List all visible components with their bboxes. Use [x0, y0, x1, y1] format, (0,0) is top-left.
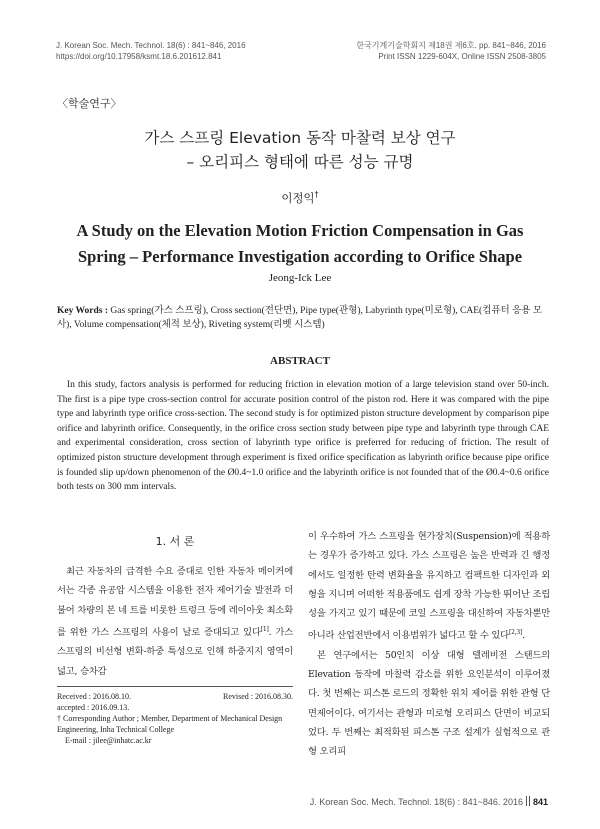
revised-date: Revised : 2016.08.30. [223, 692, 293, 701]
abstract-body: In this study, factors analysis is performed for reducing friction in elevation motion of a large television stand over 50-inch. The first is a pipe type cross-section control for accurate position control of the piston rod. Here it was compared with the pipe type and labyrinth type orifice cross-section. The second study is for optimized piston structure development by comparison pipe orifice and labyrinth orifice. Consequently, in the orifice cross section study between pipe type and labyrinth type through CAE and experimental consideration, cross section of labyrinth type orifice is preferred for reducing of friction. The result of optimized piston structure development through experiment is fixed orifice specification as labyrinth orifice because pipe orifice is founded slip up/down phenomenon of the Ø0.4~1.0 orifice and the labyrinth orifice is not founded that of the Ø0.4~0.6 orifice both tests on 300 mm intervals. [57, 380, 549, 493]
intro-paragraph-1: 최근 자동차의 급격한 수요 증대로 인한 자동차 메이커에서는 각종 유공압 시스템을 이용한 전자 제어기술 발전과 더불어 차량의 본 네 트를 비롯한 트렁크 등에 레이아웃 최소화를 위한 가스 스프링의 사용이 날로 증대되고 있다[1]. 가스 스프링의 비선형 변화-하중 특성으로 인해 하중지지 영역이 넓고, 승차감 [57, 566, 293, 677]
received-date: Received : 2016.08.10. [57, 692, 131, 701]
author-email[interactable]: E-mail : jilee@inhatc.ac.kr [65, 736, 152, 745]
citation-ref[interactable]: [2,3] [508, 629, 523, 637]
column-left [57, 530, 293, 681]
author-korean-name: 이정익 [281, 191, 315, 205]
intro-body-left [57, 562, 293, 681]
section-tag: 〈학술연구〉 [57, 97, 122, 110]
title-english [0, 218, 600, 270]
journal-citation-kr: 한국기계기술학회지 제18권 제6호. pp. 841~846, 2016 [356, 41, 546, 50]
intro-paragraph-3: 본 연구에서는 50인치 이상 대형 텔레비전 스탠드의 Elevation 동작에 마찰력 감소를 위한 요인분석이 이루어졌다. 첫 번째는 피스톤 로드의 정확한 위치 제어를 위한 관형 단면제어이다. 여기서는 관형과 미로형 오리피스 단면이 비교되었다. 두 번째는 최적화된 피스톤 구조 설계가 실험적으로 관형 오리피 [308, 649, 550, 758]
title-korean-line1: 가스 스프링 Elevation 동작 마찰력 보상 연구 [144, 129, 456, 147]
citation-ref[interactable]: [1] [260, 625, 269, 633]
keywords-label: Key Words : [57, 306, 109, 316]
footer-separator [526, 796, 530, 806]
title-korean [0, 126, 600, 174]
page-number: 841 [532, 797, 548, 807]
author-english: Jeong-Ick Lee [268, 272, 332, 284]
running-header-right [356, 40, 546, 62]
title-english-line1: A Study on the Elevation Motion Friction Compensation in Gas [76, 221, 524, 240]
journal-citation: J. Korean Soc. Mech. Technol. 18(6) : 841~846, 2016 [56, 41, 246, 50]
keywords [57, 304, 549, 332]
title-korean-line2: – 오리피스 형태에 따른 성능 규명 [186, 153, 414, 171]
column-right [308, 527, 550, 762]
issn-line: Print ISSN 1229-604X, Online ISSN 2508-3805 [378, 52, 546, 61]
author-korean [0, 190, 600, 206]
intro-paragraph-2: 이 우수하여 가스 스프링을 현가장치(Suspension)에 적용하는 경우가 증가하고 있다. 가스 스프링은 높은 반력과 긴 행정에서도 일정한 탄력 변화율을 유지하고 컴팩트한 디자인과 외형을 지니며 어떠한 적용품에도 쉽게 장착 가능한 뛰어난 조립성을 가지고 있기 때문에 코일 스프링을 대신하여 자동차뿐만 아니라 산업전반에서 이용범위가 넓다고 할 수 있다[2,3]. [308, 531, 550, 642]
abstract-title: ABSTRACT [270, 355, 330, 367]
section-heading-intro: 1. 서 론 [155, 535, 195, 548]
keywords-text: Gas spring(가스 스프링), Cross section(전단면), Pipe type(관형), Labyrinth type(미로형), CAE(컴퓨터 응용 모사), Volume compensation(체적 보상), Riveting system(리벳 시스템) [57, 306, 543, 330]
author-mark: † [314, 190, 319, 200]
page-footer [310, 796, 548, 807]
footnote [57, 686, 293, 746]
running-header-left [56, 40, 246, 62]
footer-citation: J. Korean Soc. Mech. Technol. 18(6) : 841~846. 2016 [309, 797, 523, 807]
title-english-line2: Spring – Performance Investigation according to Orifice Shape [77, 247, 523, 266]
doi-link[interactable]: https://doi.org/10.17958/ksmt.18.6.201612.841 [56, 52, 222, 61]
dates-row [57, 691, 293, 702]
intro-body-right [308, 527, 550, 762]
accepted-date: accepted : 2016.09.13. [57, 703, 130, 712]
corresponding-author: † Corresponding Author ; Member, Department of Mechanical Design Engineering, Inha Technical College [57, 714, 283, 734]
